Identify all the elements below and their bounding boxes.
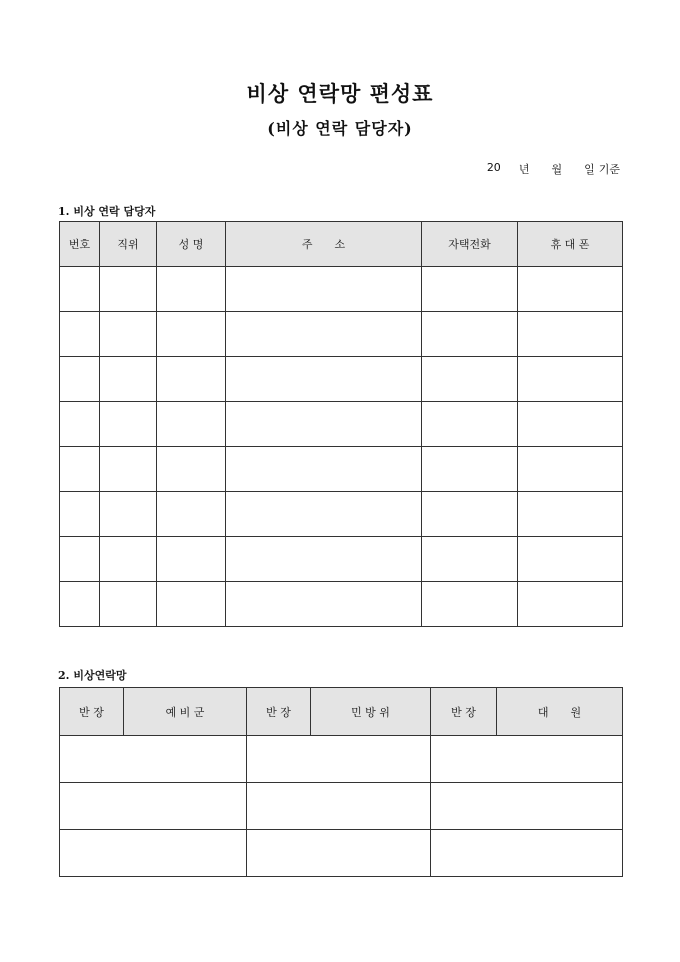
table-cell[interactable]	[226, 492, 422, 537]
date-year-unit: 년	[518, 163, 530, 176]
document-subtitle: (비상 연락 담당자)	[267, 119, 413, 138]
table-cell[interactable]	[422, 447, 518, 492]
table-cell[interactable]	[100, 312, 157, 357]
table-row	[60, 736, 623, 783]
table-cell[interactable]	[422, 267, 518, 312]
table-cell[interactable]	[422, 402, 518, 447]
table-cell[interactable]	[157, 267, 226, 312]
table-cell[interactable]	[422, 312, 518, 357]
table-cell[interactable]	[60, 402, 100, 447]
table-cell[interactable]	[518, 402, 623, 447]
table-cell[interactable]	[422, 492, 518, 537]
table-cell[interactable]	[226, 312, 422, 357]
header-reserve-forces: 예 비 군	[124, 688, 247, 736]
table-cell[interactable]	[518, 312, 623, 357]
date-month-unit: 월	[551, 163, 563, 176]
table-cell[interactable]	[518, 267, 623, 312]
table-row	[60, 537, 623, 582]
table-cell[interactable]	[60, 267, 100, 312]
table-row	[60, 357, 623, 402]
table-cell[interactable]	[60, 582, 100, 627]
header-civil-defense: 민 방 위	[311, 688, 431, 736]
table-cell[interactable]	[157, 312, 226, 357]
table-row	[60, 492, 623, 537]
contact-network-table	[59, 687, 623, 877]
section1-title: 1. 비상 연락 담당자	[58, 205, 156, 218]
contact-persons-table	[59, 221, 623, 627]
table-cell[interactable]	[60, 783, 247, 830]
header-number: 번호	[60, 222, 100, 267]
table-cell[interactable]	[226, 402, 422, 447]
table-cell[interactable]	[100, 267, 157, 312]
header-leader-reserve: 반 장	[60, 688, 124, 736]
table-cell[interactable]	[100, 447, 157, 492]
table-row	[60, 402, 623, 447]
table-cell[interactable]	[60, 830, 247, 877]
table-cell[interactable]	[157, 447, 226, 492]
table-cell[interactable]	[226, 267, 422, 312]
section2-title: 2. 비상연락망	[58, 669, 127, 682]
table-cell[interactable]	[60, 312, 100, 357]
table-cell[interactable]	[431, 830, 623, 877]
table-cell[interactable]	[157, 357, 226, 402]
header-mobile: 휴 대 폰	[518, 222, 623, 267]
table-cell[interactable]	[226, 447, 422, 492]
header-home-phone: 자택전화	[422, 222, 518, 267]
header-name: 성 명	[157, 222, 226, 267]
table-cell[interactable]	[247, 736, 431, 783]
table-row	[60, 783, 623, 830]
table-cell[interactable]	[518, 357, 623, 402]
table-row	[60, 267, 623, 312]
table-header-row	[60, 688, 623, 736]
table-cell[interactable]	[226, 537, 422, 582]
table-cell[interactable]	[60, 447, 100, 492]
table-cell[interactable]	[226, 357, 422, 402]
table-row	[60, 447, 623, 492]
table-row	[60, 312, 623, 357]
table-cell[interactable]	[157, 492, 226, 537]
date-basis: 기준	[598, 163, 620, 176]
table-cell[interactable]	[157, 402, 226, 447]
table-cell[interactable]	[422, 582, 518, 627]
table-cell[interactable]	[422, 537, 518, 582]
table-cell[interactable]	[518, 447, 623, 492]
table-cell[interactable]	[431, 736, 623, 783]
table-cell[interactable]	[60, 492, 100, 537]
table-cell[interactable]	[247, 783, 431, 830]
table-row	[60, 582, 623, 627]
date-line	[487, 161, 620, 177]
table-cell[interactable]	[518, 537, 623, 582]
table-cell[interactable]	[100, 492, 157, 537]
table-cell[interactable]	[60, 537, 100, 582]
table-cell[interactable]	[100, 402, 157, 447]
table-cell[interactable]	[226, 582, 422, 627]
table-cell[interactable]	[157, 582, 226, 627]
table-cell[interactable]	[247, 830, 431, 877]
table-cell[interactable]	[422, 357, 518, 402]
table-cell[interactable]	[518, 492, 623, 537]
table-cell[interactable]	[60, 357, 100, 402]
header-address: 주 소	[226, 222, 422, 267]
document-title: 비상 연락망 편성표	[246, 81, 434, 106]
date-year: 20	[486, 161, 501, 174]
table-cell[interactable]	[431, 783, 623, 830]
date-day-unit: 일	[584, 163, 595, 176]
table-cell[interactable]	[518, 582, 623, 627]
header-position: 직위	[100, 222, 157, 267]
header-members: 대 원	[497, 688, 623, 736]
table-header-row	[60, 222, 623, 267]
header-leader-civil: 반 장	[247, 688, 311, 736]
table-cell[interactable]	[60, 736, 247, 783]
table-cell[interactable]	[100, 582, 157, 627]
header-leader-member: 반 장	[431, 688, 497, 736]
table-cell[interactable]	[157, 537, 226, 582]
table-cell[interactable]	[100, 357, 157, 402]
table-cell[interactable]	[100, 537, 157, 582]
table-row	[60, 830, 623, 877]
